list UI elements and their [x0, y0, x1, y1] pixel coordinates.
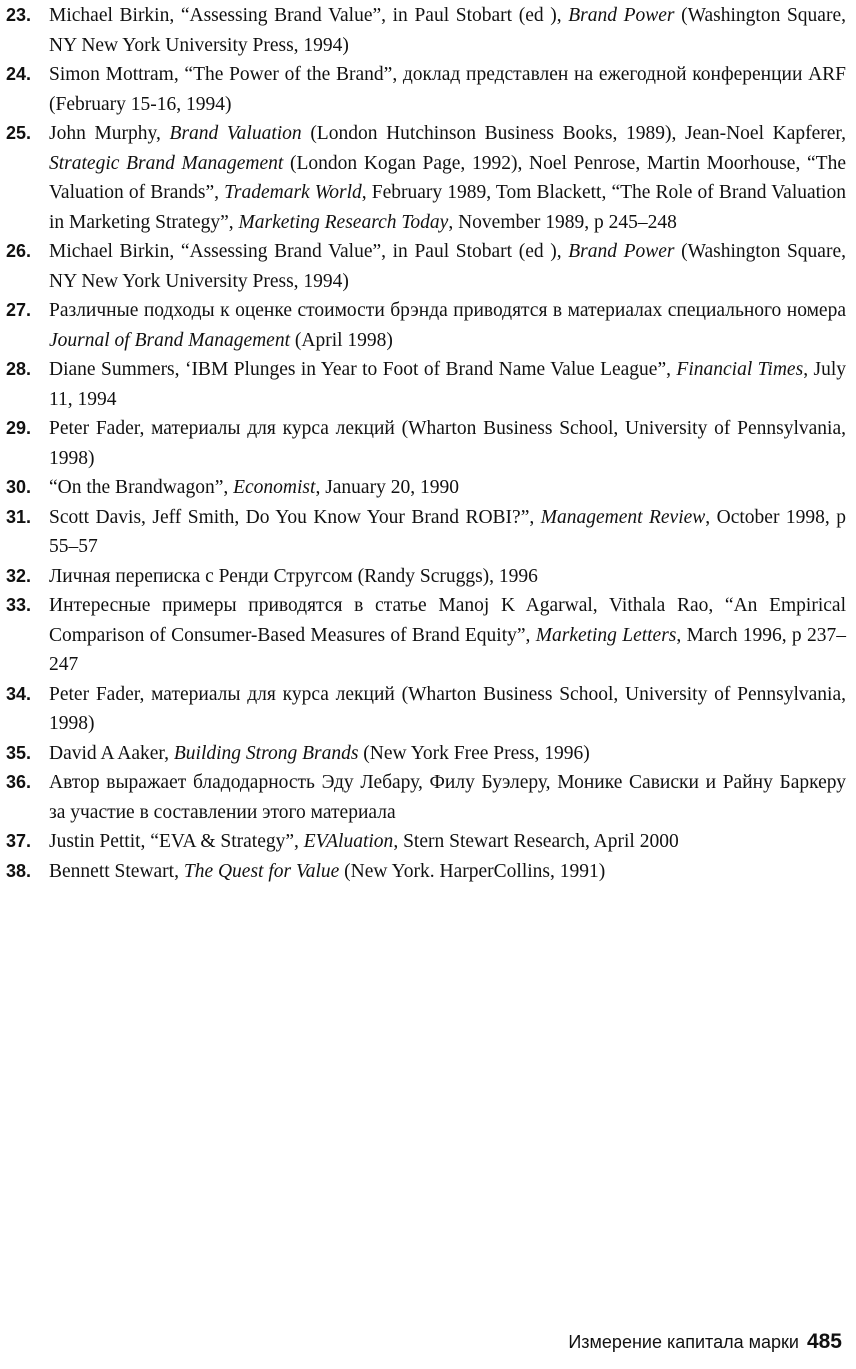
- note-text: , January 20, 1990: [315, 477, 459, 498]
- note-number: 37.: [6, 831, 32, 851]
- note-number: 29.: [6, 418, 32, 438]
- note-italic-title: Financial Times: [676, 359, 804, 380]
- note-text: Различные подходы к оценке стоимости брэнда приводятся в материалах специального номера: [49, 300, 846, 321]
- note-text: Peter Fader, материалы для курса лекций (Wharton Business School, University of Pennsylvania, 1998): [49, 418, 846, 469]
- note-text: Simon Mottram, “The Power of the Brand”, доклад представлен на ежегодной конференции ARF (February 15-16, 1994): [49, 64, 846, 115]
- note-number: 34.: [6, 683, 32, 704]
- note-text: , Stern Stewart Research, April 2000: [393, 831, 679, 852]
- note-number: 26.: [6, 241, 32, 261]
- note-number: 36.: [6, 772, 32, 792]
- note-italic-title: Building Strong Brands: [173, 742, 359, 764]
- note-italic-title: Brand Valuation: [169, 123, 302, 144]
- note-italic-title: The Quest for Value: [183, 860, 340, 882]
- page-footer: [568, 1330, 842, 1354]
- note-italic-title: EVAluation: [303, 831, 394, 852]
- note-text: Michael Birkin, “Assessing Brand Value”, in Paul Stobart (ed ),: [49, 5, 569, 26]
- note-text: Scott Davis, Jeff Smith, Do You Know Your Brand ROBI?”,: [49, 506, 541, 528]
- note-item: [6, 503, 846, 562]
- note-text: , November 1989, p 245–248: [448, 211, 677, 233]
- note-italic-title: Marketing Letters: [535, 624, 677, 646]
- note-item: [6, 739, 846, 769]
- note-item: [6, 119, 846, 237]
- note-item: [6, 768, 846, 827]
- note-text: (April 1998): [290, 329, 393, 351]
- note-italic-title: Brand Power: [568, 5, 675, 26]
- note-text: Diane Summers, ‘IBM Plunges in Year to Foot of Brand Name Value League”,: [49, 359, 677, 380]
- note-text: Автор выражает бладодарность Эду Лебару, Филу Буэлеру, Монике Сависки и Райну Баркеру за участие в составлении этого материала: [49, 772, 846, 823]
- note-text: (New York. HarperCollins, 1991): [339, 860, 606, 882]
- note-text: (London Kogan Page, 1992), Noel Penrose, Martin Moorhouse, “The Valuation of Brands”,: [49, 152, 846, 203]
- note-text: , February 1989, Tom Blackett, “The Role of Brand Valuation in Marketing Strategy”,: [49, 182, 846, 233]
- note-text: , October 1998, p 55–57: [49, 506, 847, 557]
- note-text: (New York Free Press, 1996): [358, 742, 590, 764]
- note-item: [6, 237, 846, 296]
- note-item: [6, 562, 846, 592]
- note-text: David A Aaker,: [49, 742, 174, 764]
- note-text: Интересные примеры приводятся в статье Manoj K Agarwal, Vithala Rao, “An Empirical Comparison of Consumer-Based Measures of Brand Equity”,: [49, 595, 846, 646]
- note-item: [6, 60, 846, 119]
- note-text: Peter Fader, материалы для курса лекций (Wharton Business School, University of Pennsylvania, 1998): [49, 683, 846, 734]
- note-italic-title: Management Review: [540, 506, 706, 528]
- running-title: Измерение капитала марки: [568, 1332, 799, 1352]
- note-text: , July 11, 1994: [49, 359, 846, 410]
- note-item: [6, 827, 846, 857]
- note-number: 23.: [6, 5, 32, 25]
- note-text: Bennett Stewart,: [49, 860, 184, 882]
- note-italic-title: Trademark World: [224, 182, 362, 203]
- note-text: Michael Birkin, “Assessing Brand Value”, in Paul Stobart (ed ),: [49, 241, 569, 262]
- note-number: 24.: [6, 64, 32, 84]
- page-number: 485: [806, 1330, 842, 1353]
- note-text: Личная переписка с Ренди Стругсом (Randy Scruggs), 1996: [49, 565, 538, 587]
- note-item: [6, 591, 846, 680]
- note-number: 31.: [6, 506, 32, 527]
- note-number: 28.: [6, 359, 32, 379]
- note-text: John Murphy,: [49, 123, 170, 144]
- note-italic-title: Brand Power: [568, 241, 675, 262]
- note-number: 25.: [6, 123, 32, 143]
- note-italic-title: Journal of Brand Management: [49, 329, 291, 351]
- note-number: 30.: [6, 477, 32, 497]
- note-item: [6, 1, 846, 60]
- note-item: [6, 473, 846, 503]
- note-italic-title: Strategic Brand Management: [49, 152, 284, 174]
- note-item: [6, 414, 846, 473]
- note-text: (London Hutchinson Business Books, 1989), Jean-Noel Kapferer,: [301, 123, 847, 144]
- note-item: [6, 355, 846, 414]
- note-item: [6, 857, 846, 887]
- note-number: 38.: [6, 860, 32, 881]
- note-number: 35.: [6, 742, 32, 763]
- note-italic-title: Economist: [233, 477, 316, 498]
- notes-list: [6, 1, 846, 886]
- note-item: [6, 680, 846, 739]
- note-text: (Washington Square, NY New York University Press, 1994): [49, 5, 846, 56]
- note-item: [6, 296, 846, 355]
- note-number: 27.: [6, 300, 32, 320]
- note-text: , March 1996, p 237–247: [49, 624, 846, 675]
- note-text: (Washington Square, NY New York University Press, 1994): [49, 241, 846, 292]
- note-number: 33.: [6, 595, 32, 615]
- note-italic-title: Marketing Research Today: [238, 211, 449, 233]
- note-number: 32.: [6, 565, 32, 586]
- note-text: Justin Pettit, “EVA & Strategy”,: [49, 831, 304, 852]
- note-text: “On the Brandwagon”,: [49, 477, 234, 498]
